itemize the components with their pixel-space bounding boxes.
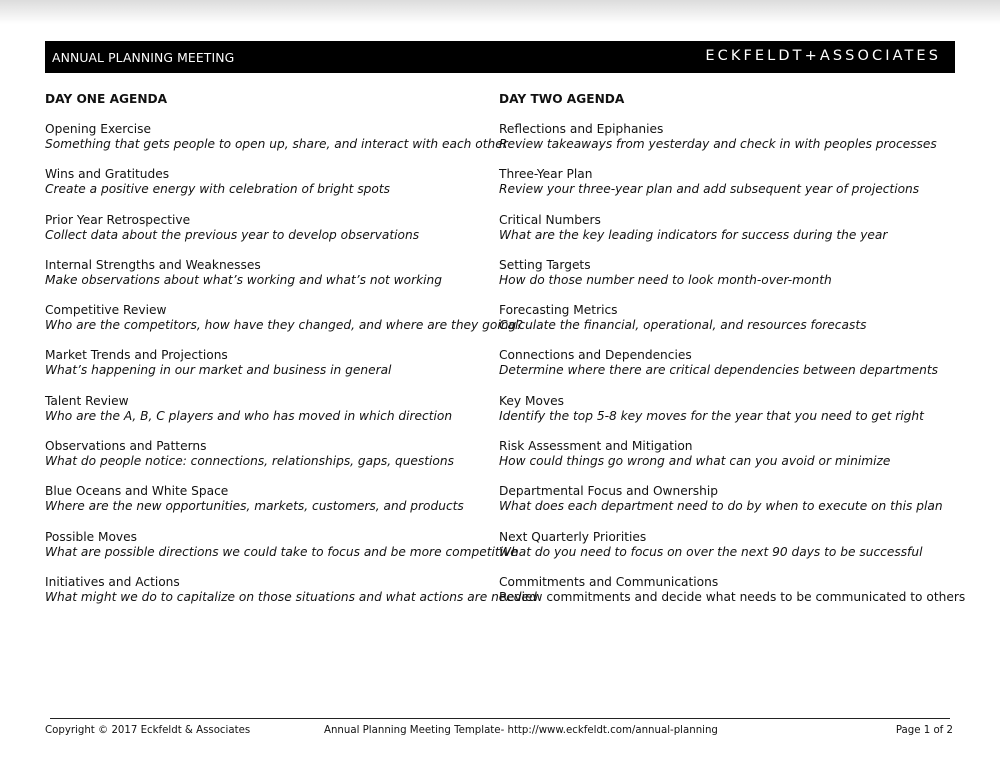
company-brand: ECKFELDT+ASSOCIATES bbox=[705, 48, 941, 64]
agenda-item-title: Initiatives and Actions bbox=[45, 574, 180, 589]
agenda-item bbox=[499, 484, 955, 529]
agenda-item-description: Calculate the financial, operational, and resources forecasts bbox=[499, 318, 867, 333]
agenda-item-title: Three-Year Plan bbox=[499, 167, 593, 182]
agenda-item-description: Review your three-year plan and add subsequent year of projections bbox=[499, 182, 920, 197]
agenda-item-title: Opening Exercise bbox=[45, 122, 151, 136]
agenda-item-description: What does each department need to do by when to execute on this plan bbox=[499, 499, 943, 514]
agenda-item-title: Internal Strengths and Weaknesses bbox=[45, 257, 261, 272]
day-one-heading: DAY ONE AGENDA bbox=[45, 92, 168, 106]
agenda-item-title: Prior Year Retrospective bbox=[45, 212, 191, 227]
agenda-item-title: Forecasting Metrics bbox=[499, 303, 618, 318]
agenda-item bbox=[45, 303, 523, 348]
agenda-item bbox=[499, 303, 955, 348]
agenda-item-description: How do those number need to look month-over-month bbox=[499, 272, 832, 287]
agenda-item-description: What do you need to focus on over the next 90 days to be successful bbox=[499, 544, 923, 559]
agenda-item-description: What are possible directions we could take to focus and be more competitive bbox=[45, 544, 518, 559]
agenda-item-title: Wins and Gratitudes bbox=[45, 167, 170, 182]
agenda-item-title: Departmental Focus and Ownership bbox=[499, 484, 718, 499]
agenda-item-title: Observations and Patterns bbox=[45, 439, 207, 454]
agenda-item bbox=[45, 258, 495, 303]
agenda-item-title: Talent Review bbox=[45, 393, 129, 408]
page-top-shadow bbox=[0, 0, 1000, 24]
agenda-item-description: What are the key leading indicators for success during the year bbox=[499, 227, 888, 242]
agenda-item-description: Something that gets people to open up, share, and interact with each other bbox=[45, 137, 508, 151]
agenda-item-description: How could things go wrong and what can you avoid or minimize bbox=[499, 454, 891, 469]
agenda-item-title: Setting Targets bbox=[499, 257, 591, 272]
agenda-item-description: What do people notice: connections, relationships, gaps, questions bbox=[45, 454, 454, 469]
agenda-item bbox=[45, 529, 518, 575]
agenda-item-description: Determine where there are critical dependencies between departments bbox=[499, 363, 939, 378]
agenda-item-description: Identify the top 5-8 key moves for the year that you need to get right bbox=[499, 408, 924, 423]
agenda-item-description: Review takeaways from yesterday and check in with peoples processes bbox=[499, 137, 937, 151]
agenda-item-title: Risk Assessment and Mitigation bbox=[499, 439, 693, 454]
agenda-item bbox=[45, 574, 537, 620]
agenda-item-title: Critical Numbers bbox=[499, 212, 601, 227]
agenda-item bbox=[45, 167, 495, 212]
agenda-item-title: Blue Oceans and White Space bbox=[45, 484, 229, 499]
agenda-item-description: Collect data about the previous year to develop observations bbox=[45, 227, 420, 242]
footer-template-link: Annual Planning Meeting Template- http://www.eckfeldt.com/annual-planning bbox=[324, 725, 718, 736]
agenda-item-description: What’s happening in our market and business in general bbox=[45, 363, 392, 378]
agenda-item bbox=[45, 439, 495, 484]
agenda-item-title: Next Quarterly Priorities bbox=[499, 529, 647, 544]
agenda-item-title: Competitive Review bbox=[45, 303, 167, 318]
agenda-item bbox=[499, 213, 955, 258]
agenda-item-title: Commitments and Communications bbox=[499, 574, 719, 589]
agenda-item bbox=[499, 574, 966, 620]
footer-page-number: Page 1 of 2 bbox=[895, 725, 953, 736]
agenda-item-title: Connections and Dependencies bbox=[499, 348, 692, 363]
agenda-item bbox=[45, 348, 495, 393]
agenda-item bbox=[499, 394, 955, 439]
agenda-item-description: Where are the new opportunities, markets, customers, and products bbox=[45, 499, 464, 514]
agenda-item-description: Who are the competitors, how have they changed, and where are they going? bbox=[45, 318, 523, 333]
agenda-item-description: What might we do to capitalize on those situations and what actions are needed bbox=[45, 589, 537, 604]
agenda-item bbox=[499, 167, 955, 212]
header-bar bbox=[45, 41, 955, 73]
agenda-item-title: Possible Moves bbox=[45, 529, 137, 544]
agenda-item-title: Reflections and Epiphanies bbox=[499, 122, 664, 136]
agenda-item bbox=[499, 439, 955, 484]
agenda-item-description: Who are the A, B, C players and who has moved in which direction bbox=[45, 408, 453, 423]
agenda-item bbox=[499, 348, 955, 393]
agenda-item bbox=[45, 213, 495, 258]
agenda-item-title: Market Trends and Projections bbox=[45, 348, 228, 363]
agenda-item bbox=[45, 122, 508, 167]
agenda-item-title: Key Moves bbox=[499, 393, 565, 408]
day-two-column bbox=[499, 92, 966, 620]
agenda-item-description: Create a positive energy with celebration of bright spots bbox=[45, 182, 390, 197]
document-title: ANNUAL PLANNING MEETING bbox=[52, 50, 235, 65]
agenda-item bbox=[499, 530, 955, 575]
footer-copyright: Copyright © 2017 Eckfeldt & Associates bbox=[45, 725, 251, 736]
agenda-item bbox=[499, 122, 955, 167]
agenda-item bbox=[45, 394, 495, 439]
agenda-item-description: Review commitments and decide what needs to be communicated to others bbox=[499, 589, 966, 604]
agenda-item bbox=[45, 484, 495, 529]
day-two-heading: DAY TWO AGENDA bbox=[499, 92, 625, 106]
agenda-item-description: Make observations about what’s working and what’s not working bbox=[45, 272, 443, 287]
footer-divider bbox=[50, 718, 950, 719]
agenda-item bbox=[499, 258, 955, 303]
